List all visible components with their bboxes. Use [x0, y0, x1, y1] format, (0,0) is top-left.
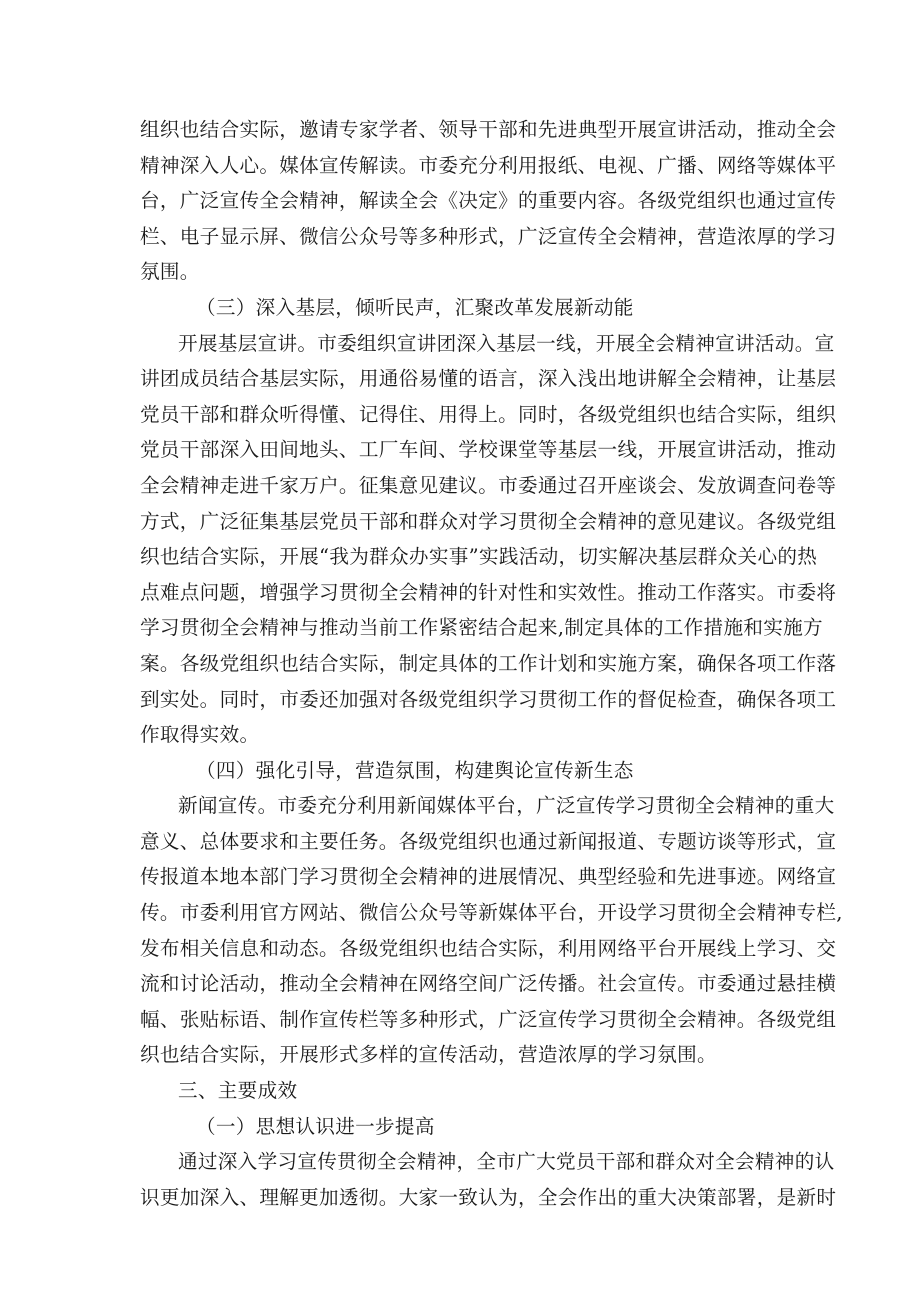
text-line: 传报道本地本部门学习贯彻全会精神的进展情况、典型经验和先进事迹。网络宣	[140, 865, 837, 889]
text-line: 织也结合实际，开展形式多样的宣传活动，营造浓厚的学习氛围。	[140, 1043, 717, 1067]
text-line: 精神深入人心。媒体宣传解读。市委充分利用报纸、电视、广播、网络等媒体平	[140, 153, 837, 177]
text-line: 作取得实效。	[140, 723, 260, 747]
text-line: 案。各级党组织也结合实际，制定具体的工作计划和实施方案，确保各项工作落	[140, 651, 837, 675]
text-line: 新闻宣传。市委充分利用新闻媒体平台，广泛宣传学习贯彻全会精神的重大	[178, 794, 835, 818]
text-line: 点难点问题，增强学习贯彻全会精神的针对性和实效性。推动工作落实。市委将	[140, 580, 837, 604]
text-line: 栏、电子显示屏、微信公众号等多种形式，广泛宣传全会精神，营造浓厚的学习	[140, 224, 837, 248]
text-line: 发布相关信息和动态。各级党组织也结合实际，利用网络平台开展线上学习、交	[140, 936, 837, 960]
text-line: 识更加深入、理解更加透彻。大家一致认为，全会作出的重大决策部署，是新时	[140, 1185, 837, 1209]
text-line: 通过深入学习宣传贯彻全会精神，全市广大党员干部和群众对全会精神的认	[178, 1150, 835, 1174]
text-line: 传。市委利用官方网站、微信公众号等新媒体平台，开设学习贯彻全会精神专栏,	[140, 901, 843, 925]
text-line: 组织也结合实际，邀请专家学者、领导干部和先进典型开展宣讲活动，推动全会	[140, 118, 837, 141]
paragraph-media-publicity	[140, 112, 837, 290]
text-line: 意义、总体要求和主要任务。各级党组织也通过新闻报道、专题访谈等形式，宣	[140, 829, 837, 853]
text-line: 流和讨论活动，推动全会精神在网络空间广泛传播。社会宣传。市委通过悬挂横	[140, 972, 837, 996]
section-subheading-1: （一）思想认识进一步提高	[196, 1114, 435, 1138]
text-line: 到实处。同时，市委还加强对各级党组织学习贯彻工作的督促检查，确保各项工	[140, 687, 837, 711]
text-line: 讲团成员结合基层实际，用通俗易懂的语言，深入浅出地讲解全会精神，让基层	[140, 367, 837, 391]
text-line: 党员干部和群众听得懂、记得住、用得上。同时，各级党组织也结合实际，组织	[140, 402, 837, 426]
document-page	[140, 112, 843, 1215]
section-heading-results: 三、主要成效	[178, 1079, 298, 1103]
section-subheading-3: （三）深入基层，倾听民声，汇聚改革发展新动能	[196, 295, 634, 319]
text-line: 幅、张贴标语、制作宣传栏等多种形式，广泛宣传学习贯彻全会精神。各级党组	[140, 1007, 837, 1031]
text-line: 织也结合实际，开展“我为群众办实事”实践活动，切实解决基层群众关心的热	[140, 545, 818, 569]
text-line: 方式，广泛征集基层党员干部和群众对学习贯彻全会精神的意见建议。各级党组	[140, 509, 837, 533]
text-line: 台，广泛宣传全会精神，解读全会《决定》的重要内容。各级党组织也通过宣传	[140, 189, 837, 213]
section-subheading-4: （四）强化引导，营造氛围，构建舆论宣传新生态	[196, 758, 634, 782]
text-line: 全会精神走进千家万户。征集意见建议。市委通过召开座谈会、发放调查问卷等	[140, 473, 837, 497]
text-line: 开展基层宣讲。市委组织宣讲团深入基层一线，开展全会精神宣讲活动。宣	[178, 331, 835, 355]
text-line: 氛围。	[140, 260, 200, 284]
text-line: 学习贯彻全会精神与推动当前工作紧密结合起来,制定具体的工作措施和实施方	[140, 616, 823, 640]
paragraph-understanding	[140, 1144, 837, 1215]
paragraph-grassroots	[140, 326, 837, 753]
paragraph-guidance	[140, 788, 843, 1073]
text-line: 党员干部深入田间地头、工厂车间、学校课堂等基层一线，开展宣讲活动，推动	[140, 438, 837, 462]
